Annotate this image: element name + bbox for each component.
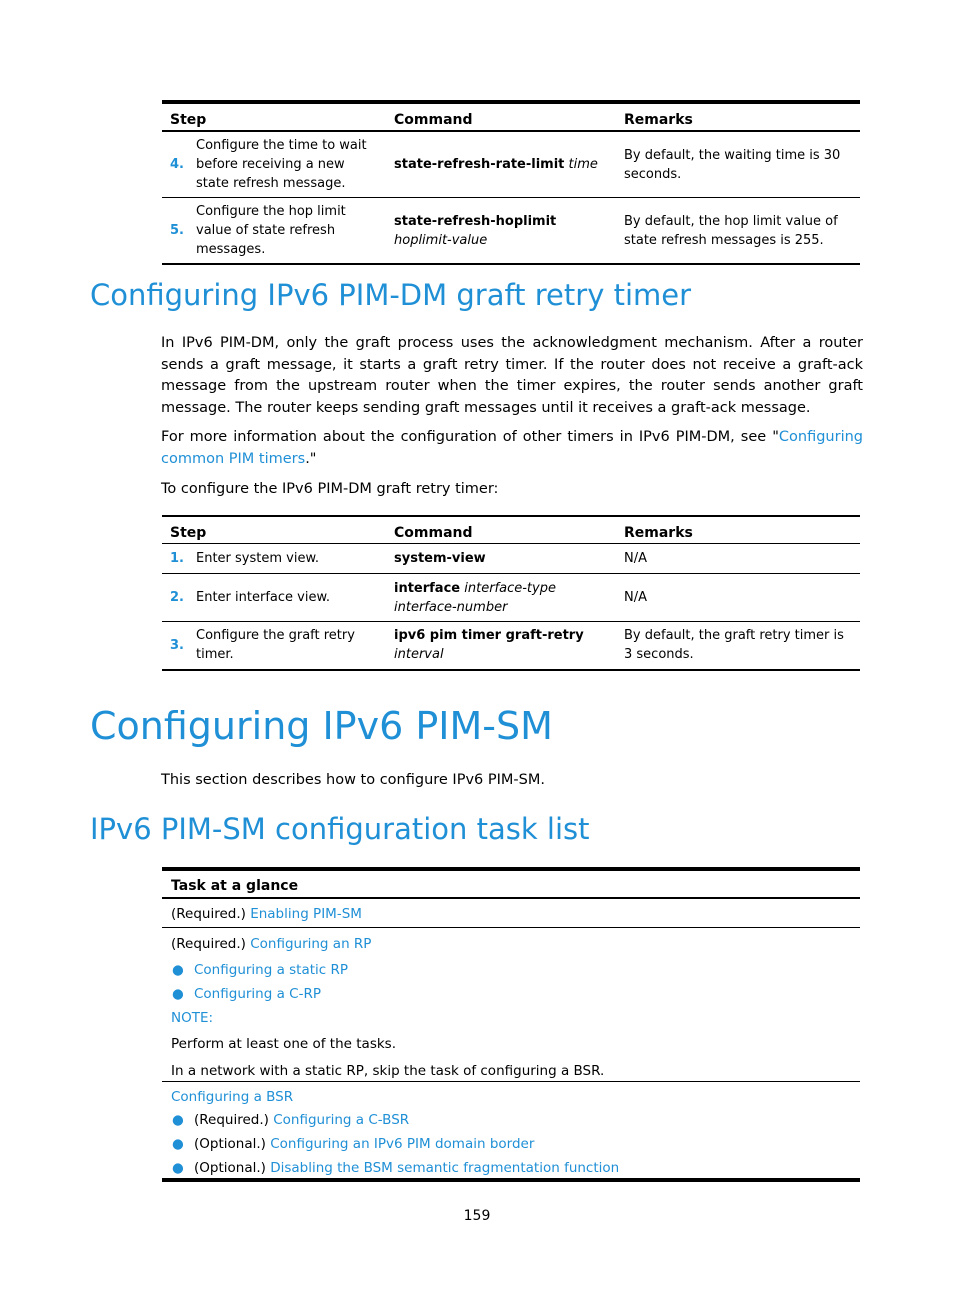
section-title: IPv6 PIM-SM configuration task list [90, 812, 590, 846]
note-text: Perform at least one of the tasks. [171, 1036, 396, 1052]
disabling-bsm-fragmentation-link[interactable]: Disabling the BSM semantic fragmentation function [270, 1160, 620, 1176]
bullet-icon: ● [172, 1112, 184, 1128]
step-description: Configure the graft retry timer. [196, 628, 355, 663]
bullet-icon: ● [172, 1136, 184, 1152]
step-number: 3. [170, 637, 184, 653]
body-paragraph: To configure the IPv6 PIM-DM graft retry timer: [161, 481, 499, 497]
step-command: state-refresh-hoplimit hoplimit-value [394, 213, 557, 248]
step-number: 5. [170, 223, 184, 238]
step-description: Configure the hop limit value of state refresh messages. [196, 204, 346, 257]
step-command: interface interface-type interface-number [394, 580, 556, 615]
section-title: Configuring IPv6 PIM-DM graft retry timer [90, 278, 692, 312]
header-step: Step [170, 112, 207, 128]
task-table-header: Task at a glance [171, 878, 299, 894]
step-number: 4. [170, 157, 184, 172]
step-number: 1. [170, 551, 184, 566]
header-remarks: Remarks [624, 525, 693, 541]
step-number: 2. [170, 590, 184, 605]
chapter-intro: This section describes how to configure IPv6 PIM-SM. [161, 772, 545, 788]
table-row [162, 622, 860, 670]
list-item [162, 958, 860, 982]
step-remarks: N/A [624, 551, 647, 566]
list-item: ● (Optional.) Configuring an IPv6 PIM domain border [162, 1132, 860, 1156]
task-row: (Required.) Enabling PIM-SM [162, 899, 860, 928]
enabling-pim-sm-link[interactable]: Enabling PIM-SM [250, 906, 362, 922]
table-row [162, 544, 860, 574]
step-description: Enter interface view. [196, 590, 331, 605]
configuring-domain-border-link[interactable]: Configuring an IPv6 PIM domain border [270, 1136, 535, 1152]
header-step: Step [170, 525, 207, 541]
configuring-bsr-link[interactable]: Configuring a BSR [171, 1089, 294, 1105]
step-remarks: By default, the waiting time is 30 seconds. [624, 147, 841, 182]
step-remarks: N/A [624, 590, 647, 605]
step-command: ipv6 pim timer graft-retry interval [394, 628, 584, 663]
list-item [162, 982, 860, 1006]
list-item: ● (Optional.) Disabling the BSM semantic fragmentation function [162, 1156, 860, 1178]
body-paragraph-link: For more information about the configuration of other timers in IPv6 PIM-DM, see "Configuring common PIM timers." [161, 429, 863, 467]
table-row [162, 198, 860, 265]
step-description: Enter system view. [196, 551, 320, 566]
step-remarks: By default, the graft retry timer is 3 seconds. [624, 628, 844, 663]
configuring-static-rp-link[interactable]: Configuring a static RP [194, 962, 349, 978]
bullet-icon: ● [172, 1160, 184, 1176]
steps-table-1 [162, 100, 860, 265]
chapter-title: Configuring IPv6 PIM-SM [90, 704, 553, 748]
note-label: NOTE: [171, 1010, 214, 1026]
configuring-an-rp-link[interactable]: Configuring an RP [250, 936, 372, 952]
task-row: (Required.) Configuring an RP ● Configuring a static RP ● Configuring a C-RP NOTE: Perform at least one of the tasks. In a network with a static RP, skip the task of configuring a BSR. [162, 928, 860, 1082]
page-number: 159 [463, 1208, 491, 1224]
header-command: Command [394, 112, 473, 128]
step-command: state-refresh-rate-limit time [394, 157, 598, 172]
header-remarks: Remarks [624, 112, 693, 128]
table-row [162, 574, 860, 622]
step-remarks: By default, the hop limit value of state refresh messages is 255. [624, 213, 838, 248]
header-command: Command [394, 525, 473, 541]
table-row [162, 131, 860, 198]
configuring-c-bsr-link[interactable]: Configuring a C-BSR [273, 1112, 410, 1128]
step-command: system-view [394, 551, 486, 566]
bullet-icon: ● [172, 962, 184, 978]
configuring-c-rp-link[interactable]: Configuring a C-RP [194, 986, 321, 1002]
task-row [162, 1082, 860, 1178]
steps-table-2 [162, 515, 860, 671]
body-paragraph: In IPv6 PIM-DM, only the graft process uses the acknowledgment mechanism. After a router sends a graft message, it starts a graft retry timer. If the router does not receive a graft-ack message from the upstream router when the timer expires, the router sends another graft message. The router keeps sending graft messages until it receives a graft-ack message. [161, 335, 863, 416]
bullet-icon: ● [172, 986, 184, 1002]
step-description: Configure the time to wait before receiving a new state refresh message. [196, 138, 367, 191]
task-table [162, 867, 860, 1182]
configuring-common-pim-timers-link[interactable]: Configuring common PIM timers [161, 429, 863, 467]
list-item: ● (Required.) Configuring a C-BSR [162, 1108, 860, 1132]
note-text: In a network with a static RP, skip the task of configuring a BSR. [171, 1063, 605, 1079]
